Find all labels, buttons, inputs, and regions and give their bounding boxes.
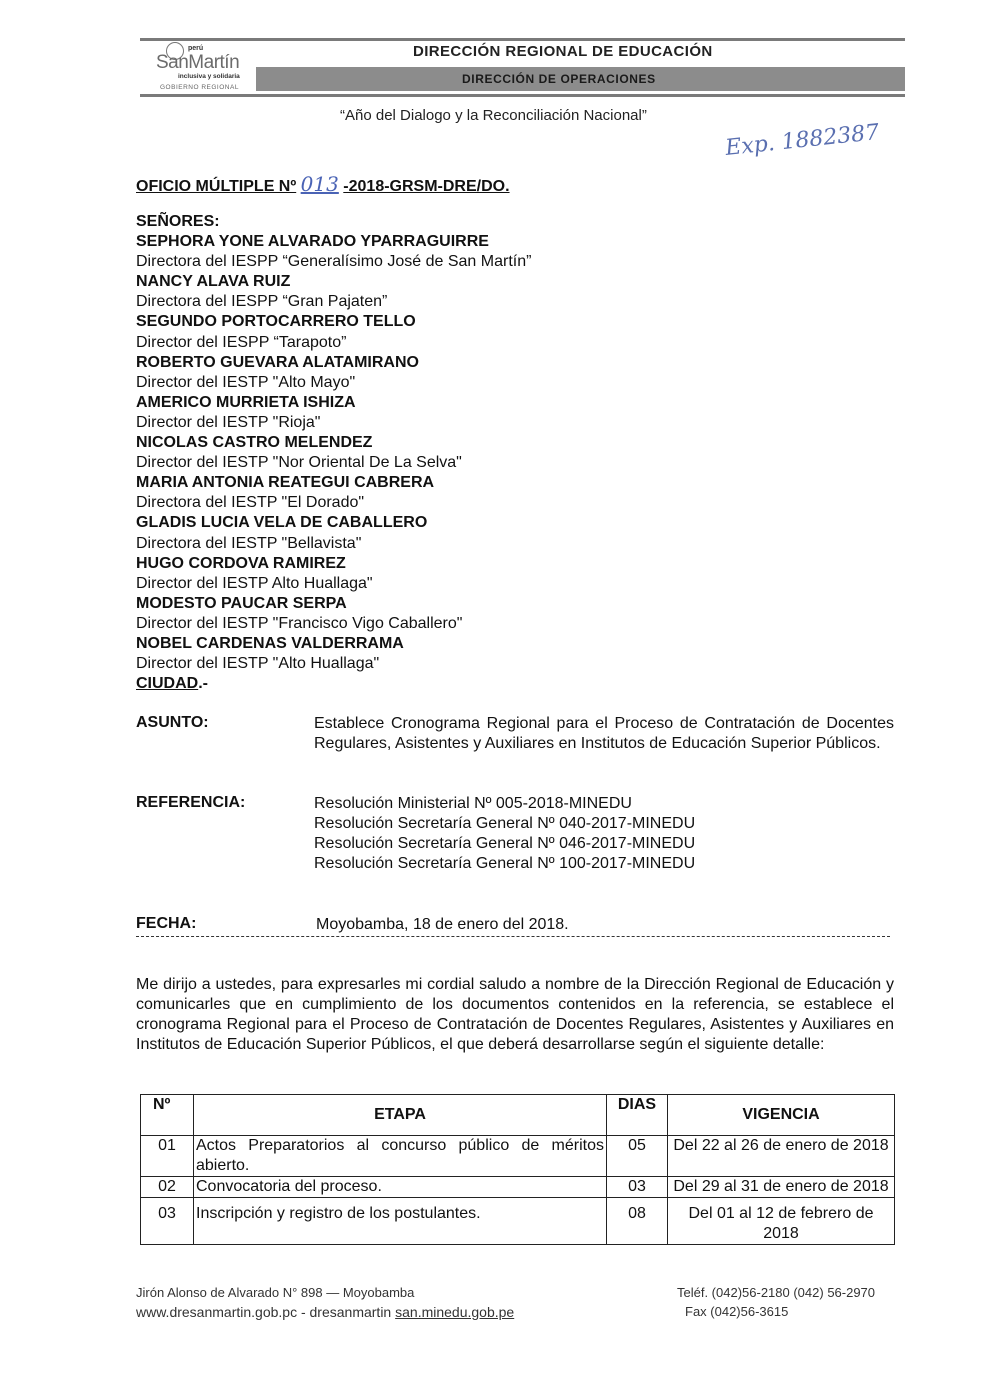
recipient-role: Director del IESTP "Alto Mayo": [136, 373, 356, 391]
logo-gov: GOBIERNO REGIONAL: [160, 84, 239, 91]
col-header-n: Nº: [141, 1095, 194, 1136]
recipients-heading: SEÑORES:: [136, 213, 220, 230]
recipient-role: Director del IESTP Alto Huallaga": [136, 574, 373, 592]
table-row: [141, 1198, 895, 1245]
referencia-item: Resolución Ministerial Nº 005-2018-MINEDU: [314, 795, 632, 812]
cell-dias: 08: [607, 1198, 668, 1245]
recipient-name: SEPHORA YONE ALVARADO YPARRAGUIRRE: [136, 233, 489, 251]
recipient-name: MODESTO PAUCAR SERPA: [136, 594, 347, 612]
cell-dias: 03: [607, 1177, 668, 1198]
col-header-etapa: [194, 1095, 607, 1136]
cell-n: 02: [141, 1177, 194, 1198]
col-header-dias: DIAS: [607, 1095, 668, 1136]
cell-dias: 05: [607, 1136, 668, 1177]
recipient-role: Director del IESTP "Rioja": [136, 413, 321, 431]
recipient-role: Directora del IESTP "El Dorado": [136, 494, 365, 512]
cell-vigencia: Del 29 al 31 de enero de 2018: [668, 1177, 895, 1198]
recipient-role: Directora del IESPP “Gran Pajaten”: [136, 293, 388, 311]
logo-country: perú: [188, 45, 204, 52]
cell-vigencia: Del 01 al 12 de febrero de 2018: [668, 1198, 895, 1245]
handwritten-reference: Exp. 1882387: [724, 119, 881, 162]
recipient-role: Director del IESTP "Francisco Vigo Caballero": [136, 614, 463, 632]
year-motto: “Año del Dialogo y la Reconciliación Nacional”: [340, 107, 647, 124]
col-header-vigencia-text: VIGENCIA: [742, 1106, 820, 1123]
recipients-block: [136, 212, 531, 694]
institution-title: DIRECCIÓN REGIONAL DE EDUCACIÓN: [413, 43, 713, 60]
asunto-label: ASUNTO:: [136, 714, 209, 731]
oficio-title: [136, 172, 510, 196]
body-paragraph: Me dirijo a ustedes, para expresarles mi cordial saludo a nombre de la Dirección Regional de Educación y comunicarles que en cumplimiento de los documentos contenidos en la referencia, se establece el cronograma Regional para el Proceso de Contratación de Docentes Regulares, Asistentes y Auxiliares en Institutos de Educación Superior Públicos, el que deberá desarrollarse según el siguiente detalle:: [136, 976, 894, 1053]
referencia-item: Resolución Secretaría General Nº 100-2017-MINEDU: [314, 855, 696, 872]
header-top-rule: [140, 38, 905, 41]
separator-dashes: [136, 936, 890, 937]
recipient-name: NOBEL CARDENAS VALDERRAMA: [136, 634, 404, 652]
recipient-role: Director del IESPP “Tarapoto”: [136, 333, 347, 351]
footer-address: Jirón Alonso de Alvarado N° 898 — Moyobamba: [136, 1285, 415, 1300]
institution-subtitle: DIRECCIÓN DE OPERACIONES: [462, 72, 656, 86]
cell-n: 01: [141, 1136, 194, 1177]
recipient-name: NANCY ALAVA RUIZ: [136, 273, 291, 291]
recipient-role: Director del IESTP "Alto Huallaga": [136, 655, 380, 673]
cell-etapa: Inscripción y registro de los postulantes.: [194, 1198, 607, 1245]
cell-etapa: Actos Preparatorios al concurso público de méritos abierto.: [194, 1136, 607, 1177]
logo-tagline: inclusiva y solidaria: [178, 73, 240, 80]
footer-web: [136, 1304, 514, 1320]
table-row: [141, 1177, 895, 1198]
city-suffix: .-: [198, 675, 208, 693]
city: CIUDAD: [136, 675, 199, 693]
cell-vigencia: Del 22 al 26 de enero de 2018: [668, 1136, 895, 1177]
referencia-label: REFERENCIA:: [136, 794, 246, 811]
logo-name: SanMartín: [156, 52, 240, 73]
cronograma-table: [140, 1094, 895, 1245]
fecha-text: Moyobamba, 18 de enero del 2018.: [316, 916, 569, 933]
recipient-name: MARIA ANTONIA REATEGUI CABRERA: [136, 474, 435, 492]
recipient-name: SEGUNDO PORTOCARRERO TELLO: [136, 313, 416, 331]
referencia-item: Resolución Secretaría General Nº 046-2017-MINEDU: [314, 835, 696, 852]
recipient-name: HUGO CORDOVA RAMIREZ: [136, 554, 346, 572]
recipient-role: Directora del IESPP “Generalísimo José de San Martín”: [136, 253, 532, 271]
col-header-etapa-text: ETAPA: [374, 1106, 426, 1123]
recipient-name: AMERICO MURRIETA ISHIZA: [136, 393, 356, 411]
footer-web-link[interactable]: san.minedu.gob.pe: [395, 1304, 515, 1320]
col-header-vigencia: [668, 1095, 895, 1136]
footer-fax: Fax (042)56-3615: [685, 1304, 789, 1319]
recipient-name: NICOLAS CASTRO MELENDEZ: [136, 434, 373, 452]
cell-n: 03: [141, 1198, 194, 1245]
table-row: [141, 1136, 895, 1177]
recipient-role: Directora del IESTP "Bellavista": [136, 534, 362, 552]
recipient-name: GLADIS LUCIA VELA DE CABALLERO: [136, 514, 428, 532]
footer-web-text: www.dresanmartin.gob.pc - dresanmartin: [136, 1304, 392, 1320]
oficio-prefix: OFICIO MÚLTIPLE Nº: [136, 178, 297, 195]
fecha-label: FECHA:: [136, 915, 197, 932]
oficio-number: 013: [300, 172, 339, 196]
recipient-role: Director del IESTP "Nor Oriental De La Selva": [136, 454, 462, 472]
table-header-row: [141, 1095, 895, 1136]
city-line: [136, 674, 531, 694]
referencia-item: Resolución Secretaría General Nº 040-2017-MINEDU: [314, 815, 696, 832]
cell-etapa: Convocatoria del proceso.: [194, 1177, 607, 1198]
header-bottom-rule: [140, 94, 905, 97]
oficio-suffix: -2018-GRSM-DRE/DO.: [343, 178, 510, 195]
asunto-text: Establece Cronograma Regional para el Proceso de Contratación de Docentes Regulares, Asistentes y Auxiliares en Institutos de Educación Superior Públicos.: [314, 715, 894, 752]
recipient-name: ROBERTO GUEVARA ALATAMIRANO: [136, 353, 419, 371]
gobierno-regional-logo: [140, 42, 252, 94]
footer-phone: Teléf. (042)56-2180 (042) 56-2970: [677, 1285, 876, 1300]
referencia-list: [314, 794, 695, 874]
